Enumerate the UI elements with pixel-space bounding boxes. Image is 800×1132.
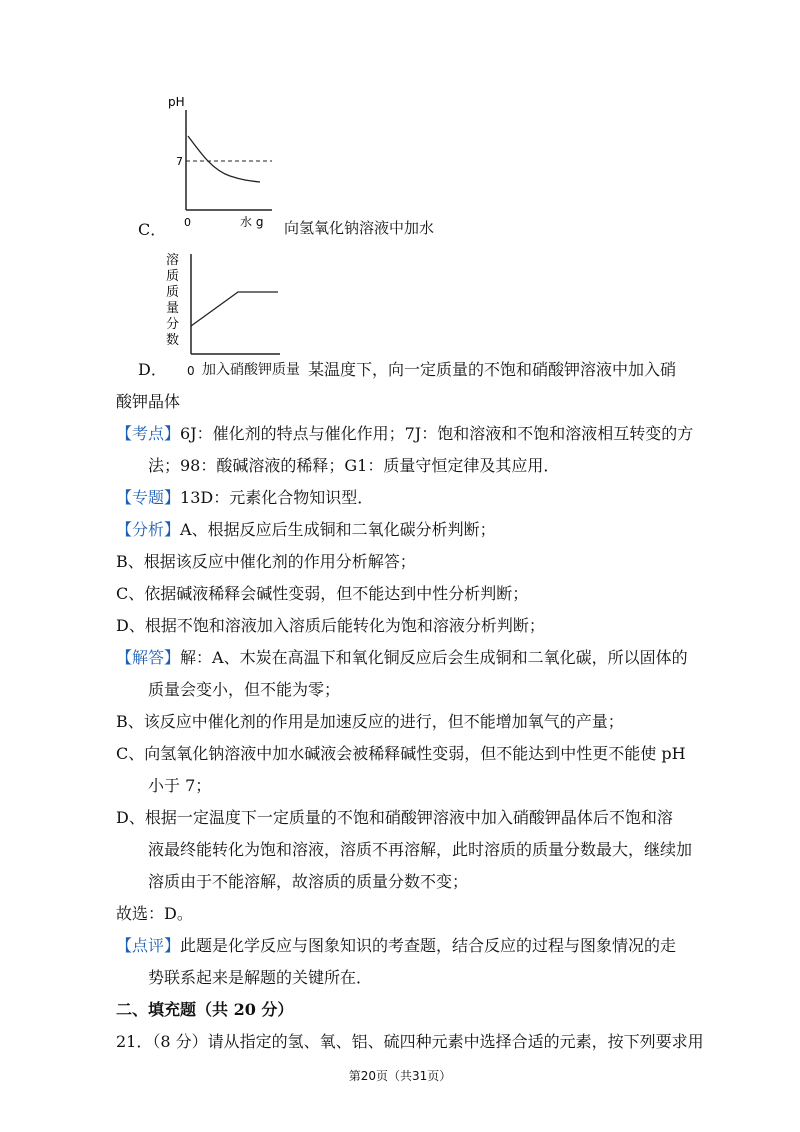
option-d-caption-cont: 酸钾晶体 [116, 392, 181, 411]
jieda-line-7: 液最终能转化为饱和溶液，溶质不再溶解，此时溶质的质量分数最大，继续加 [148, 840, 693, 859]
mass-fraction-chart [160, 246, 310, 376]
jieda-line-6: D、根据一定温度下一定质量的不饱和硝酸钾溶液中加入硝酸钾晶体后不饱和溶 [116, 808, 673, 827]
zhuanti-line: 【专题】13D：元素化合物知识型． [116, 488, 374, 507]
option-d-caption: 某温度下，向一定质量的不饱和硝酸钾溶液中加入硝 [308, 360, 677, 379]
origin-label: 0 [184, 216, 191, 229]
fenxi-line-2: B、根据该反应中催化剂的作用分析解答； [116, 552, 416, 571]
ph-axis-label: pH [168, 95, 185, 109]
section-title: 二、填充题（共 20 分） [116, 1000, 294, 1019]
mass-fraction-curve [191, 292, 278, 326]
ph-curve [188, 136, 260, 182]
ph7-tick-label: 7 [176, 155, 183, 168]
zhuanti-tag: 【专题】 [116, 488, 181, 507]
ph-chart [160, 92, 280, 242]
svg-text:分: 分 [166, 317, 180, 332]
mass-axis-label: 加入硝酸钾质量 [202, 362, 300, 378]
jieda-tag: 【解答】 [116, 648, 181, 667]
jieda-line-3: B、该反应中催化剂的作用是加速反应的进行，但不能增加氧气的产量； [116, 712, 624, 731]
water-axis-label: 水 g [240, 215, 264, 229]
svg-text:量: 量 [166, 301, 180, 316]
question-21: 21．（8 分）请从指定的氢、氧、铝、硫四种元素中选择合适的元素，按下列要求用 [116, 1032, 704, 1051]
fenxi-tag: 【分析】 [116, 520, 181, 539]
fenxi-line-1: 【分析】A、根据反应后生成铜和二氧化碳分析判断； [116, 520, 496, 539]
svg-text:数: 数 [166, 333, 180, 348]
svg-text:溶: 溶 [166, 253, 180, 268]
jieda-line-5: 小于 7； [148, 776, 212, 795]
option-d-letter: D． [138, 360, 167, 379]
mass-fraction-axis-label [166, 252, 179, 348]
fenxi-line-3: C、依据碱液稀释会碱性变弱，但不能达到中性分析判断； [116, 584, 529, 603]
option-d-origin-label: 0 [187, 364, 195, 378]
svg-text:质: 质 [166, 269, 180, 284]
jieda-line-8: 溶质由于不能溶解，故溶质的质量分数不变； [148, 872, 469, 891]
kaodian-line-1: 【考点】6J：催化剂的特点与催化作用；7J：饱和溶液和不饱和溶液相互转变的方 [116, 424, 694, 443]
option-c-letter: C． [138, 220, 167, 239]
dianping-line-2: 势联系起来是解题的关键所在． [148, 968, 373, 987]
jieda-line-2: 质量会变小，但不能为零； [148, 680, 341, 699]
jieda-line-4: C、向氢氧化钠溶液中加水碱液会被稀释碱性变弱，但不能达到中性更不能使 pH [116, 744, 686, 763]
dianping-tag: 【点评】 [116, 936, 181, 955]
jieda-line-1: 【解答】解：A、木炭在高温下和氧化铜反应后会生成铜和二氧化碳，所以固体的 [116, 648, 688, 667]
kaodian-tag: 【考点】 [116, 424, 181, 443]
jieda-line-9: 故选：D。 [116, 904, 193, 923]
option-c-caption: 向氢氧化钠溶液中加水 [284, 219, 435, 237]
page-number: 第20页（共31页） [348, 1069, 452, 1083]
svg-text:质: 质 [166, 285, 180, 300]
fenxi-line-4: D、根据不饱和溶液加入溶质后能转化为饱和溶液分析判断； [116, 616, 545, 635]
kaodian-line-2: 法；98：酸碱溶液的稀释；G1：质量守恒定律及其应用． [148, 456, 560, 475]
dianping-line-1: 【点评】此题是化学反应与图象知识的考查题，结合反应的过程与图象情况的走 [116, 936, 677, 955]
